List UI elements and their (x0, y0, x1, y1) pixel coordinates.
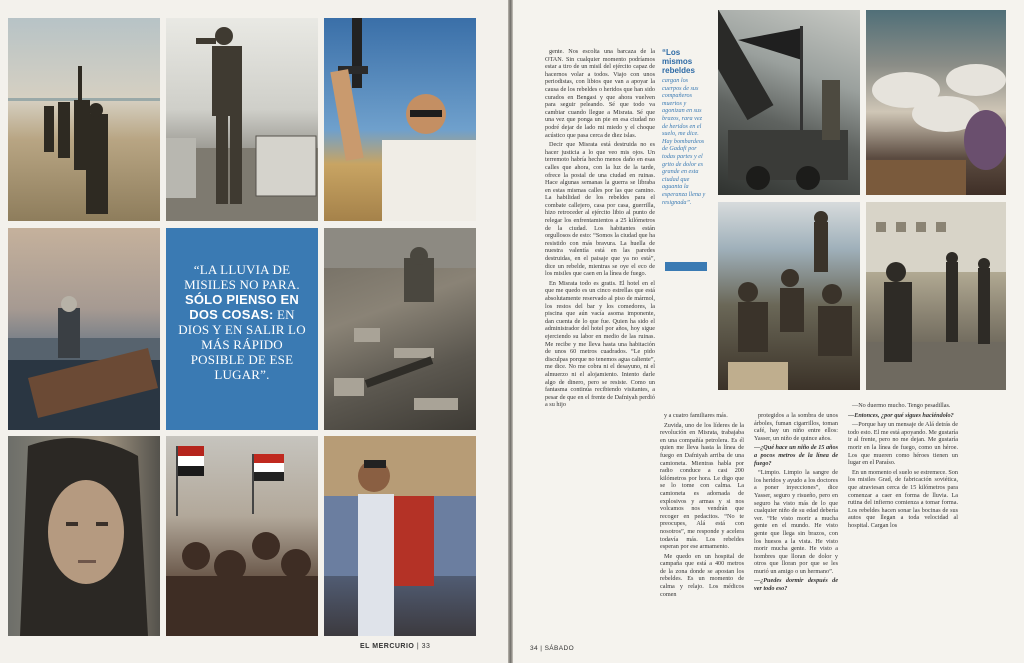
photo-street-with-building (866, 202, 1006, 390)
interview-question: —¿Qué hace un niño de 15 años a pocos metros de la línea de fuego? (754, 444, 838, 467)
photo-rebel-saluting (166, 18, 318, 221)
photo-men-praying-art (866, 10, 1006, 195)
paragraph: —Porque hay un mensaje de Alá detrás de todo esto. El me está apoyando. Me gustaría ir al frente, pero no me dejan. Me gustaría morir en la línea de fuego, como un héroe. Los que mueren como héroes tienen un lugar en el Paraíso. (848, 421, 958, 467)
paragraph: En Misrata todo es gratis. El hotel en el que me quedo es un cinco estrellas que está absolutamente reservado al piso de mármol, los restos del bar y los comedores, la piscina que aún vacía asoma imponente, dan cuenta de lo que fue. Quien ha sido el administrador del hotel por años, hoy sigue ejerciendo su labor en medio de las ruinas. Me recibe y me lleva hasta una habitación de unos 60 metros cuadrados. “Le pido disculpas porque no tenemos agua caliente”, me dice. No me cobra ni el desayuno, ni el almuerzo ni el alojamiento. Intento darle algo de dinero, pero se resiste. Como un fantasma continúa recibiendo visitantes, a pesar de que en el frente de Dafniyah perdió a su hijo (545, 279, 655, 409)
photo-tank-with-flag (718, 10, 860, 195)
pull-quote-bar (665, 262, 707, 271)
interview-question: —Entonces, ¿por qué sigues haciéndolo? (848, 411, 954, 419)
photo-men-praying (866, 10, 1006, 195)
photo-crowd-with-flags-art (166, 436, 318, 636)
paragraph: “Limpio. Limpio la sangre de los heridos y ayudo a los doctores a poner inyecciones”, dice Yasser, seguro y risueño, pero en seguro ha visto más de lo que cualquier niño de su edad debería ver. “He visto morir a mucha gente en el mundo. He visto gente que llega sin brazos, con los huesos a la vista. He visto morir mucha gente. He visto a hombres que lloran de dolor y otros que lloran por que se les murió un amigo o un hermano”. (754, 469, 838, 575)
quote-box (166, 228, 318, 430)
quote-part-1: “LA LLUVIA DE MISILES NO PARA. (184, 262, 300, 292)
footer-section: SÁBADO (544, 645, 575, 652)
photo-tank-with-flag-art (718, 10, 860, 195)
photo-rebels-resting-art (718, 202, 860, 390)
footer-separator: | (416, 643, 420, 650)
article-column-3 (754, 412, 838, 627)
footer-separator: | (540, 645, 543, 652)
pull-quote-body: cargan los cuerpos de sus compañeros muertos y agonizan en sus brazos, rara vez de heridos en el suelo, me dice. Hay bombardeos de Gadafi por todas partes y el grito de dolor es grande en esta ciudad que aguanta la esperanza llena y resignada”. (662, 77, 706, 206)
paragraph: protegidos a la sombra de unos árboles, fuman cigarrillos, toman café, hay un niño entre ellos: Yasser, un niño de quince años. (754, 412, 838, 442)
photo-man-raising-fist (324, 18, 476, 221)
pull-quote-lead: “Los mismos rebeldes (662, 48, 695, 75)
photo-rubble-soldier (324, 228, 476, 430)
article-column-2 (660, 412, 744, 627)
photo-rubble-soldier-art (324, 228, 476, 430)
photo-woman-on-boat-art (8, 228, 160, 430)
photo-boy-with-backpack (324, 436, 476, 636)
footer-brand: EL MERCURIO (360, 643, 415, 650)
left-page (0, 0, 508, 663)
paragraph: Decir que Misrata está destruida no es hacer justicia a lo que veo mis ojos. Un terremoto habría hecho menos daño en esas calles que ahora, con la luz de la tarde, ofrece la postal de una ciudad en ruinas. Hace algunas semanas la guerra se libraba en estas mismas calles por las que camino. La habilidad de los rebeldes para el combate callejero, casa por casa, guerrilla, hizo retroceder al ejército libio al punto de relegar los enfrentamientos a 25 kilómetros de la ciudad. Los habitantes están orgullosos de esto: “Somos la ciudad que ha resistido con más bravura. La huella de nuestra valentía está en las paredes destruidas, en el paisaje que ya no está”, dice un rebelde, mientras se oye el eco de los misiles que caen en la línea de fuego. (545, 141, 655, 278)
article-column-4 (848, 402, 958, 632)
footer-page-number: 33 (421, 643, 431, 650)
paragraph: Me quedo en un hospital de campaña que está a 400 metros de la zona donde se apostan los rebeldes. Es un momento de calma y relajo. Los médicos comen (660, 552, 744, 598)
photo-man-raising-fist-art (324, 18, 476, 221)
photo-portrait-man-art (8, 436, 160, 636)
paragraph: y a cuatro familiares más. (664, 412, 728, 419)
quote-text (176, 262, 308, 382)
photo-rebel-saluting-art (166, 18, 318, 221)
right-page-footer (530, 645, 574, 652)
photo-rebels-resting (718, 202, 860, 390)
photo-rebels-marching (8, 18, 160, 221)
photo-street-with-building-art (866, 202, 1006, 390)
footer-page-number: 34 (530, 645, 539, 652)
left-page-footer (360, 643, 430, 650)
paragraph: —No duermo mucho. Tengo pesadillas. (852, 402, 951, 409)
paragraph: En un momento el suelo se estremece. Son los misiles Grad, de fabricación soviética, que atraviesan cerca de 15 kilómetros para comenzar a caer en forma de lluvia. La rutina del infierno comienza a tomar forma. Los rebeldes hacen sonar las bocinas de sus autos que llegan a toda velocidad al hospital. Cargan los (848, 468, 958, 529)
quote-part-3: EN DIOS Y EN SALIR LO MÁS RÁPIDO POSIBLE DE ESE LUGAR”. (178, 307, 306, 382)
photo-crowd-with-flags (166, 436, 318, 636)
photo-portrait-man (8, 436, 160, 636)
paragraph: Zuvida, uno de los líderes de la revolución en Misrata, trabajaba en una compañía petrolera. Es él quien me lleva hasta la línea de fuego en Dafniyah arriba de una camioneta. Mientras habla por radio conduce a casi 200 kilómetros por hora. Le digo que se lo tome con calma. La camioneta es adornada de explosivos y armas y si nos volcamos nos vendrán que recoger en pedacitos. “No te preocupes, Alá está con nosotros”, me responde y acelera todavía más. Los rebeldes esperan por ese armamento. (660, 421, 744, 551)
photo-rebels-marching-art (8, 18, 160, 221)
interview-question: —¿Puedes dormir después de ver todo eso? (754, 577, 838, 593)
photo-woman-on-boat (8, 228, 160, 430)
article-column-1 (545, 48, 655, 610)
photo-boy-with-backpack-art (324, 436, 476, 636)
pull-quote (662, 48, 708, 206)
paragraph: gente. Nos escolta una barcaza de la OTAN. Sin cualquier momento podríamos estar a tiro de un misil del ejército capaz de hacernos volar a todos. Viajo con unos periodistas, con libios que van a apoyar la causa de los rebeldes o heridos que han sido curados en Bengasi y que ahora vuelven para seguir peleando. Sé que todo va cambiar cuando llegue a Misrata. Sé que una vez que ponga un pie en esa ciudad no podré dejar de lado mi miedo y el choque acústico que pasa cerca de diez islas. (545, 48, 655, 139)
quote-part-2: SÓLO PIENSO EN DOS COSAS: (184, 292, 300, 322)
